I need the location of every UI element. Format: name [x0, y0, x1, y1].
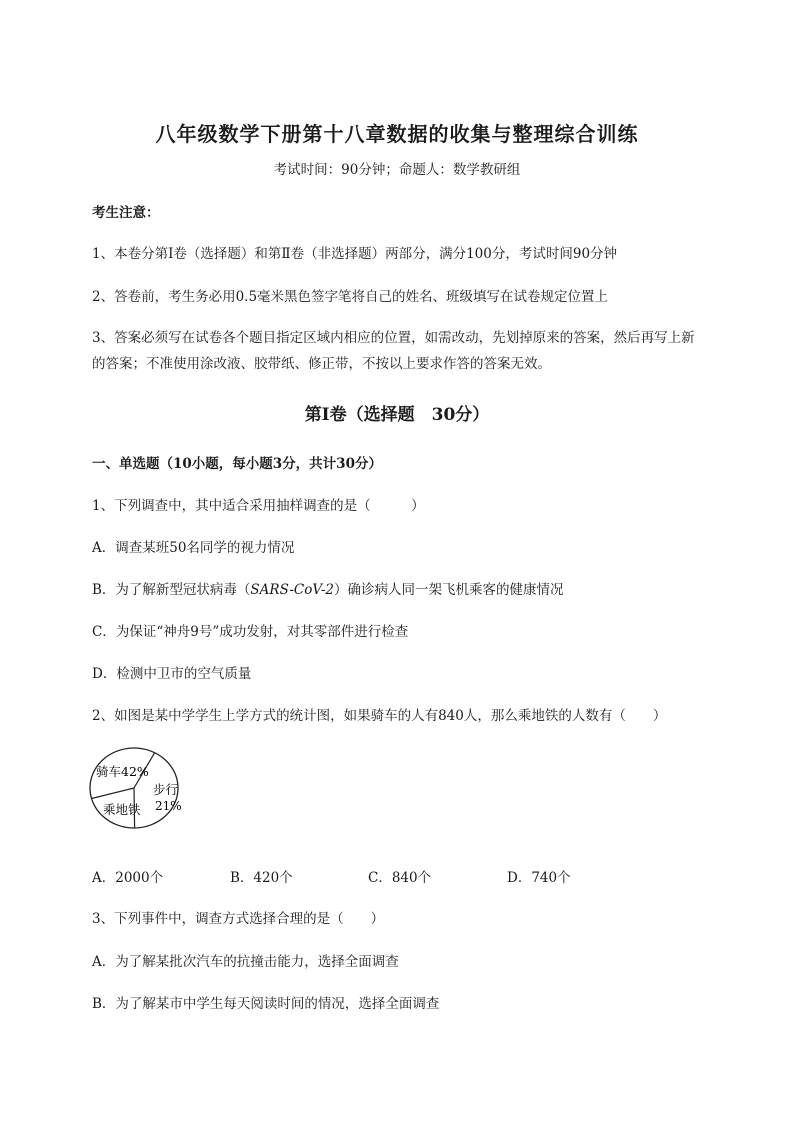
- exam-title: 八年级数学下册第十八章数据的收集与整理综合训练: [155, 122, 639, 146]
- question-1-stem: 1、下列调查中，其中适合采用抽样调查的是（ ）: [92, 498, 425, 514]
- note-item-2: 2、答卷前，考生务必用0.5毫米黑色签字笔将自己的姓名、班级填写在试卷规定位置上: [92, 289, 609, 305]
- option-b-prefix: B．为了解新型冠状病毒（: [92, 582, 251, 598]
- section-title: 第I卷（选择题 30分）: [304, 405, 490, 425]
- note-item-3-continued: 的答案；不准使用涂改液、胶带纸、修正带，不按以上要求作答的答案无效。: [92, 356, 551, 372]
- notes-heading: 考生注意：: [92, 205, 160, 221]
- question-3-option-a: A．为了解某批次汽车的抗撞击能力，选择全面调查: [92, 954, 399, 970]
- question-1-option-a: A．调查某班50名同学的视力情况: [92, 540, 295, 556]
- question-2-option-d: D．740个: [507, 870, 571, 886]
- question-2-option-a: A．2000个: [92, 870, 164, 886]
- pie-label-subway: 乘地铁: [103, 802, 141, 817]
- pie-label-cycling: 骑车42%: [96, 764, 149, 779]
- option-b-suffix: ）确诊病人同一架飞机乘客的健康情况: [334, 582, 564, 598]
- pie-label-walking: 步行: [153, 782, 179, 797]
- question-2-options: [92, 866, 571, 886]
- question-2-option-b: B．420个: [230, 870, 293, 886]
- pie-chart: [86, 744, 196, 840]
- note-item-3: 3、答案必须写在试卷各个题目指定区域内相应的位置，如需改动，先划掉原来的答案，然后再写上新: [92, 330, 695, 346]
- pie-label-walking-percent: 21%: [155, 799, 182, 813]
- question-1-option-c: C．为保证“神舟9号”成功发射，对其零部件进行检查: [92, 624, 409, 640]
- question-2-option-c: C．840个: [368, 870, 432, 886]
- question-2-stem: 2、如图是某中学学生上学方式的统计图，如果骑车的人有840人，那么乘地铁的人数有（ ）: [92, 708, 667, 724]
- question-1-option-d: D．检测中卫市的空气质量: [92, 666, 252, 682]
- question-1-option-b: [92, 578, 564, 598]
- option-b-virus-name: SARS-CoV-2: [250, 582, 335, 598]
- note-item-1: 1、本卷分第I卷（选择题）和第Ⅱ卷（非选择题）两部分，满分100分，考试时间90分钟: [92, 246, 618, 262]
- question-3-option-b: B．为了解某市中学生每天阅读时间的情况，选择全面调查: [92, 996, 440, 1012]
- part-heading: 一、单选题（10小题，每小题3分，共计30分）: [92, 456, 382, 472]
- pie-boundary-subway-cycling: [92, 788, 134, 798]
- question-3-stem: 3、下列事件中，调查方式选择合理的是（ ）: [92, 911, 385, 927]
- exam-subtitle: 考试时间：90分钟；命题人：数学教研组: [273, 162, 521, 178]
